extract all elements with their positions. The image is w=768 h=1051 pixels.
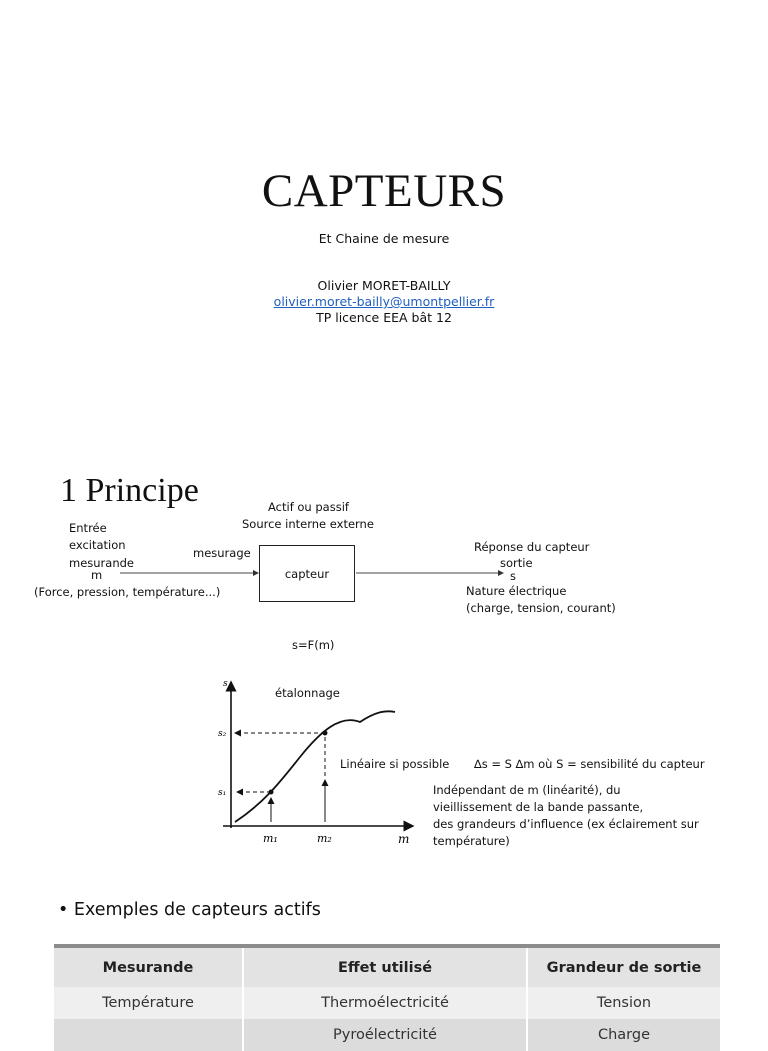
examples-table <box>54 944 720 1051</box>
arrow-label-mesurage: mesurage <box>193 546 251 560</box>
table-cell: Charge <box>527 1019 720 1051</box>
table-row <box>54 987 720 1019</box>
author-location: TP licence EEA bât 12 <box>316 310 452 325</box>
bullet-text: Exemples de capteurs actifs <box>73 900 321 920</box>
input-label-4: m <box>91 568 103 582</box>
independence-line-4: température) <box>433 834 510 848</box>
m2-label: m₂ <box>317 832 332 845</box>
calibration-label: étalonnage <box>275 686 340 700</box>
input-label-2: excitation <box>69 538 126 552</box>
s1-label: s₁ <box>218 788 227 798</box>
capteur-box-label: capteur <box>284 566 330 581</box>
point-2 <box>323 731 328 736</box>
table-cell: Tension <box>527 987 720 1019</box>
table-header-row <box>54 946 720 987</box>
source-line-1: Actif ou passif <box>268 500 349 514</box>
input-label-3: mesurande <box>69 556 134 570</box>
output-label-3: s <box>510 569 516 583</box>
author-email-link[interactable]: olivier.moret-bailly@umontpellier.fr <box>273 294 495 309</box>
point-1 <box>269 790 274 795</box>
table-cell: Température <box>54 987 243 1019</box>
x-axis-label: m <box>398 832 410 846</box>
output-label-1: Réponse du capteur <box>474 540 590 554</box>
author-name: Olivier MORET-BAILLY <box>317 278 451 293</box>
input-examples: (Force, pression, température...) <box>34 585 221 599</box>
bullet-item: • Exemples de capteurs actifs <box>58 900 321 920</box>
independence-line-2: vieillissement de la bande passante, <box>433 800 644 814</box>
s2-label: s₂ <box>218 729 227 739</box>
table-header-cell: Grandeur de sortie <box>527 946 720 987</box>
table-cell: Pyroélectricité <box>243 1019 527 1051</box>
input-label-1: Entrée <box>69 521 107 535</box>
output-label-2: sortie <box>500 556 533 570</box>
table-header-cell: Mesurande <box>54 946 243 987</box>
y-axis-label: s <box>223 679 228 689</box>
independence-line-1: Indépendant de m (linéarité), du <box>433 783 621 797</box>
source-line-2: Source interne externe <box>242 517 374 531</box>
linear-note: Linéaire si possible <box>340 757 450 771</box>
sensitivity-formula: ∆s = S ∆m où S = sensibilité du capteur <box>474 757 705 771</box>
slide-subtitle: Et Chaine de mesure <box>318 231 450 246</box>
transfer-formula: s=F(m) <box>292 638 335 652</box>
table-header-cell: Effet utilisé <box>243 946 527 987</box>
output-examples: (charge, tension, courant) <box>466 601 616 615</box>
independence-line-3: des grandeurs d’influence (ex éclairement sur <box>433 817 699 831</box>
m1-label: m₁ <box>263 832 278 845</box>
output-nature: Nature électrique <box>466 584 567 598</box>
slide-title: CAPTEURS <box>261 165 507 217</box>
table-cell: Thermoélectricité <box>243 987 527 1019</box>
section-heading: 1 Principe <box>60 472 199 509</box>
